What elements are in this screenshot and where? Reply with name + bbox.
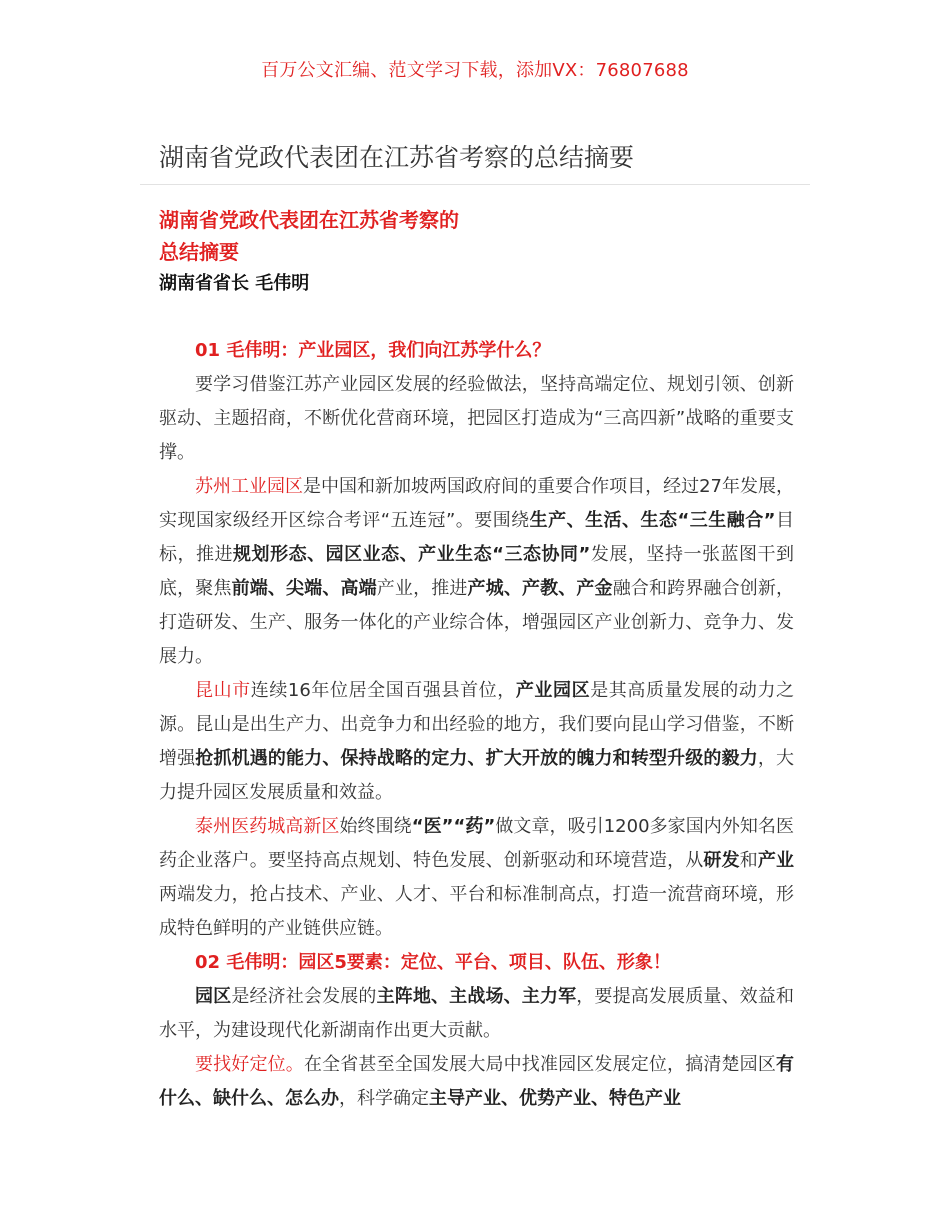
bold-span: 产业园区 (515, 680, 591, 701)
paragraph-6 (159, 1048, 794, 1116)
bold-span: 主阵地、主战场、主力军 (376, 986, 577, 1007)
text-span: 连续16年位居全国百强县首位， (250, 680, 516, 701)
text-span: 是中国和新加坡两国政府间的重要合作项目，经过27年发展，实现国家级经开区综合考评“五连冠”。要围绕 (159, 476, 795, 531)
bold-span: 研发 (703, 850, 740, 871)
text-span: 始终围绕 (339, 816, 412, 837)
text-span: 是其高质量发展的动力之源。昆山是出生产力、出竞争力和出经验的地方，我们要向昆山学习借鉴，不断增强 (159, 680, 795, 769)
download-banner: 百万公文汇编、范文学习下载，添加VX：76807688 (261, 60, 689, 81)
article-body (159, 204, 794, 1116)
paragraph-5 (159, 980, 794, 1048)
bold-span: 主导产业、优势产业、特色产业 (429, 1088, 681, 1109)
paragraph-1: 要学习借鉴江苏产业园区发展的经验做法，坚持高端定位、规划引领、创新驱动、主题招商，不断优化营商环境，把园区打造成为“三高四新”战略的重要支撑。 (159, 374, 794, 463)
text-span: 在全省甚至全国发展大局中找准园区发展定位，搞清楚园区 (303, 1054, 776, 1075)
highlight-taizhou: 泰州医药城高新区 (195, 816, 340, 837)
bold-span: 生产、生活、生态“三生融合” (529, 510, 776, 531)
bold-span: 抢抓机遇的能力、保持战略的定力、扩大开放的魄力和转型升级的毅力 (195, 748, 758, 769)
section-heading-2: 02 毛伟明：园区5要素：定位、平台、项目、队伍、形象！ (195, 952, 671, 973)
paragraph-3 (159, 674, 794, 810)
bold-span: 有什么、缺什么、怎么办 (159, 1054, 794, 1109)
bold-span: “医”“药” (411, 816, 496, 837)
highlight-positioning: 要找好定位。 (195, 1054, 304, 1075)
article-title-line2: 总结摘要 (159, 240, 239, 264)
text-span: 目标，推进 (159, 510, 794, 565)
text-span: ，要提高发展质量、效益和水平，为建设现代化新湖南作出更大贡献。 (159, 986, 794, 1041)
highlight-suzhou: 苏州工业园区 (195, 476, 304, 497)
document-title: 湖南省党政代表团在江苏省考察的总结摘要 (159, 143, 635, 172)
bold-span: 产业 (757, 850, 795, 871)
text-span: 是经济社会发展的 (231, 986, 377, 1007)
bold-span: 园区 (195, 986, 232, 1007)
paragraph-4 (159, 810, 794, 946)
text-span: 融合和跨界融合创新，打造研发、生产、服务一体化的产业综合体，增强园区产业创新力、竞争力、发展力。 (159, 578, 795, 667)
bold-span: 产城、产教、产金 (467, 578, 613, 599)
highlight-kunshan: 昆山市 (195, 680, 251, 701)
text-span: ，科学确定 (339, 1088, 429, 1109)
section-heading-1: 01 毛伟明：产业园区，我们向江苏学什么？ (195, 340, 551, 361)
article-author: 湖南省省长 毛伟明 (159, 273, 310, 294)
paragraph-2 (159, 470, 794, 674)
text-span: ，大力提升园区发展质量和效益。 (159, 748, 795, 803)
article-title (159, 204, 794, 268)
text-span: 两端发力，抢占技术、产业、人才、平台和标准制高点，打造一流营商环境，形成特色鲜明的产业链供应链。 (159, 884, 794, 939)
title-divider (140, 184, 810, 185)
text-span: 发展，坚持一张蓝图干到底，聚焦 (159, 544, 794, 599)
text-span: 做文章，吸引1200多家国内外知名医药企业落户。要坚持高点规划、特色发展、创新驱动和环境营造，从 (159, 816, 795, 871)
article-title-line1: 湖南省党政代表团在江苏省考察的 (159, 208, 459, 232)
text-span: 和 (739, 850, 758, 871)
text-span: 产业，推进 (376, 578, 468, 599)
bold-span: 前端、尖端、高端 (231, 578, 377, 599)
bold-span: 规划形态、园区业态、产业生态“三态协同” (233, 544, 591, 565)
